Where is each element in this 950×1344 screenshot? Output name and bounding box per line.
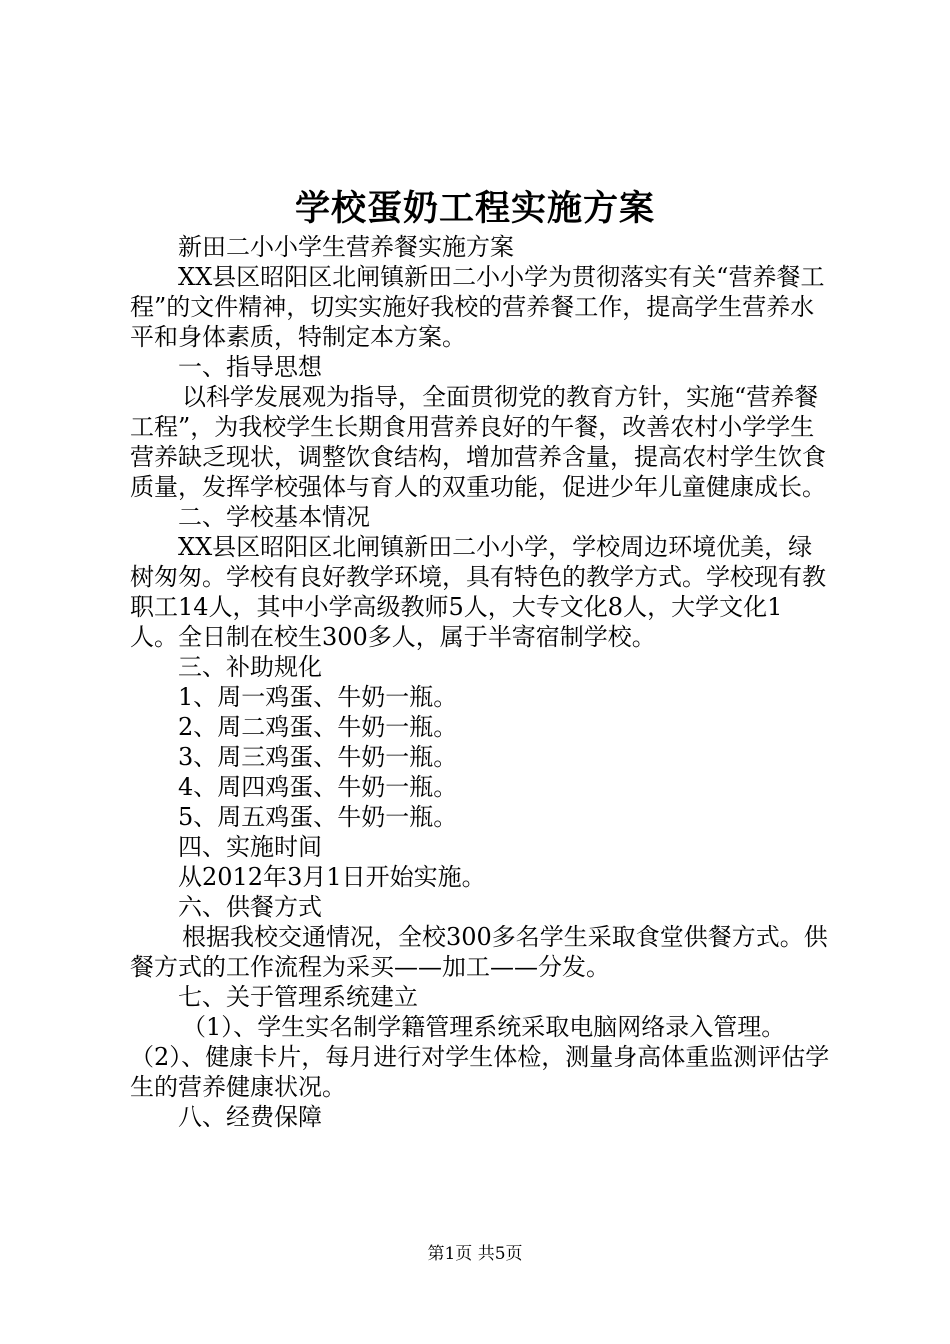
document-body <box>130 232 830 1132</box>
list-item: 2、周二鸡蛋、牛奶一瓶。 <box>178 713 458 741</box>
intro-paragraph: XX县区昭阳区北闸镇新田二小小学为贯彻落实有关“营养餐工程”的文件精神，切实实施好我校的营养餐工作，提高学生营养水平和身体素质，特制定本方案。 <box>130 263 825 351</box>
section-heading-7: 七、关于管理系统建立 <box>178 983 418 1011</box>
section-body-7: （1）、学生实名制学籍管理系统采取电脑网络录入管理。（2）、健康卡片，每月进行对学生体检，测量身高体重监测评估学生的营养健康状况。 <box>130 1013 830 1101</box>
section-heading-8: 八、经费保障 <box>178 1103 322 1131</box>
list-item: 4、周四鸡蛋、牛奶一瓶。 <box>178 773 458 801</box>
document-title: 学校蛋奶工程实施方案 <box>294 188 655 229</box>
list-item: 3、周三鸡蛋、牛奶一瓶。 <box>178 743 458 771</box>
section-heading-2: 二、学校基本情况 <box>178 503 370 531</box>
section-body-4: 从2012年3月1日开始实施。 <box>178 863 486 891</box>
list-item: 1、周一鸡蛋、牛奶一瓶。 <box>178 683 458 711</box>
section-heading-4: 四、实施时间 <box>178 833 322 861</box>
list-item: 5、周五鸡蛋、牛奶一瓶。 <box>178 803 458 831</box>
page-number: 第1页 共5页 <box>427 1244 523 1264</box>
section-body-1: 以科学发展观为指导，全面贯彻党的教育方针，实施“营养餐工程”，为我校学生长期食用营养良好的午餐，改善农村小学学生营养缺乏现状，调整饮食结构，增加营养含量，提高农村学生饮食质量，发挥学校强体与育人的双重功能，促进少年儿童健康成长。 <box>130 383 826 501</box>
section-body-2: XX县区昭阳区北闸镇新田二小小学，学校周边环境优美，绿树匆匆。学校有良好教学环境，具有特色的教学方式。学校现有教职工14人，其中小学高级教师5人，大专文化8人，大学文化1人。全日制在校生300多人，属于半寄宿制学校。 <box>130 533 826 651</box>
document-subtitle: 新田二小小学生营养餐实施方案 <box>178 233 514 261</box>
section-heading-3: 三、补助规化 <box>178 653 322 681</box>
section-heading-1: 一、指导思想 <box>178 353 322 381</box>
section-heading-6: 六、供餐方式 <box>178 893 322 921</box>
section-body-6: 根据我校交通情况，全校300多名学生采取食堂供餐方式。供餐方式的工作流程为采买——加工——分发。 <box>130 923 828 981</box>
